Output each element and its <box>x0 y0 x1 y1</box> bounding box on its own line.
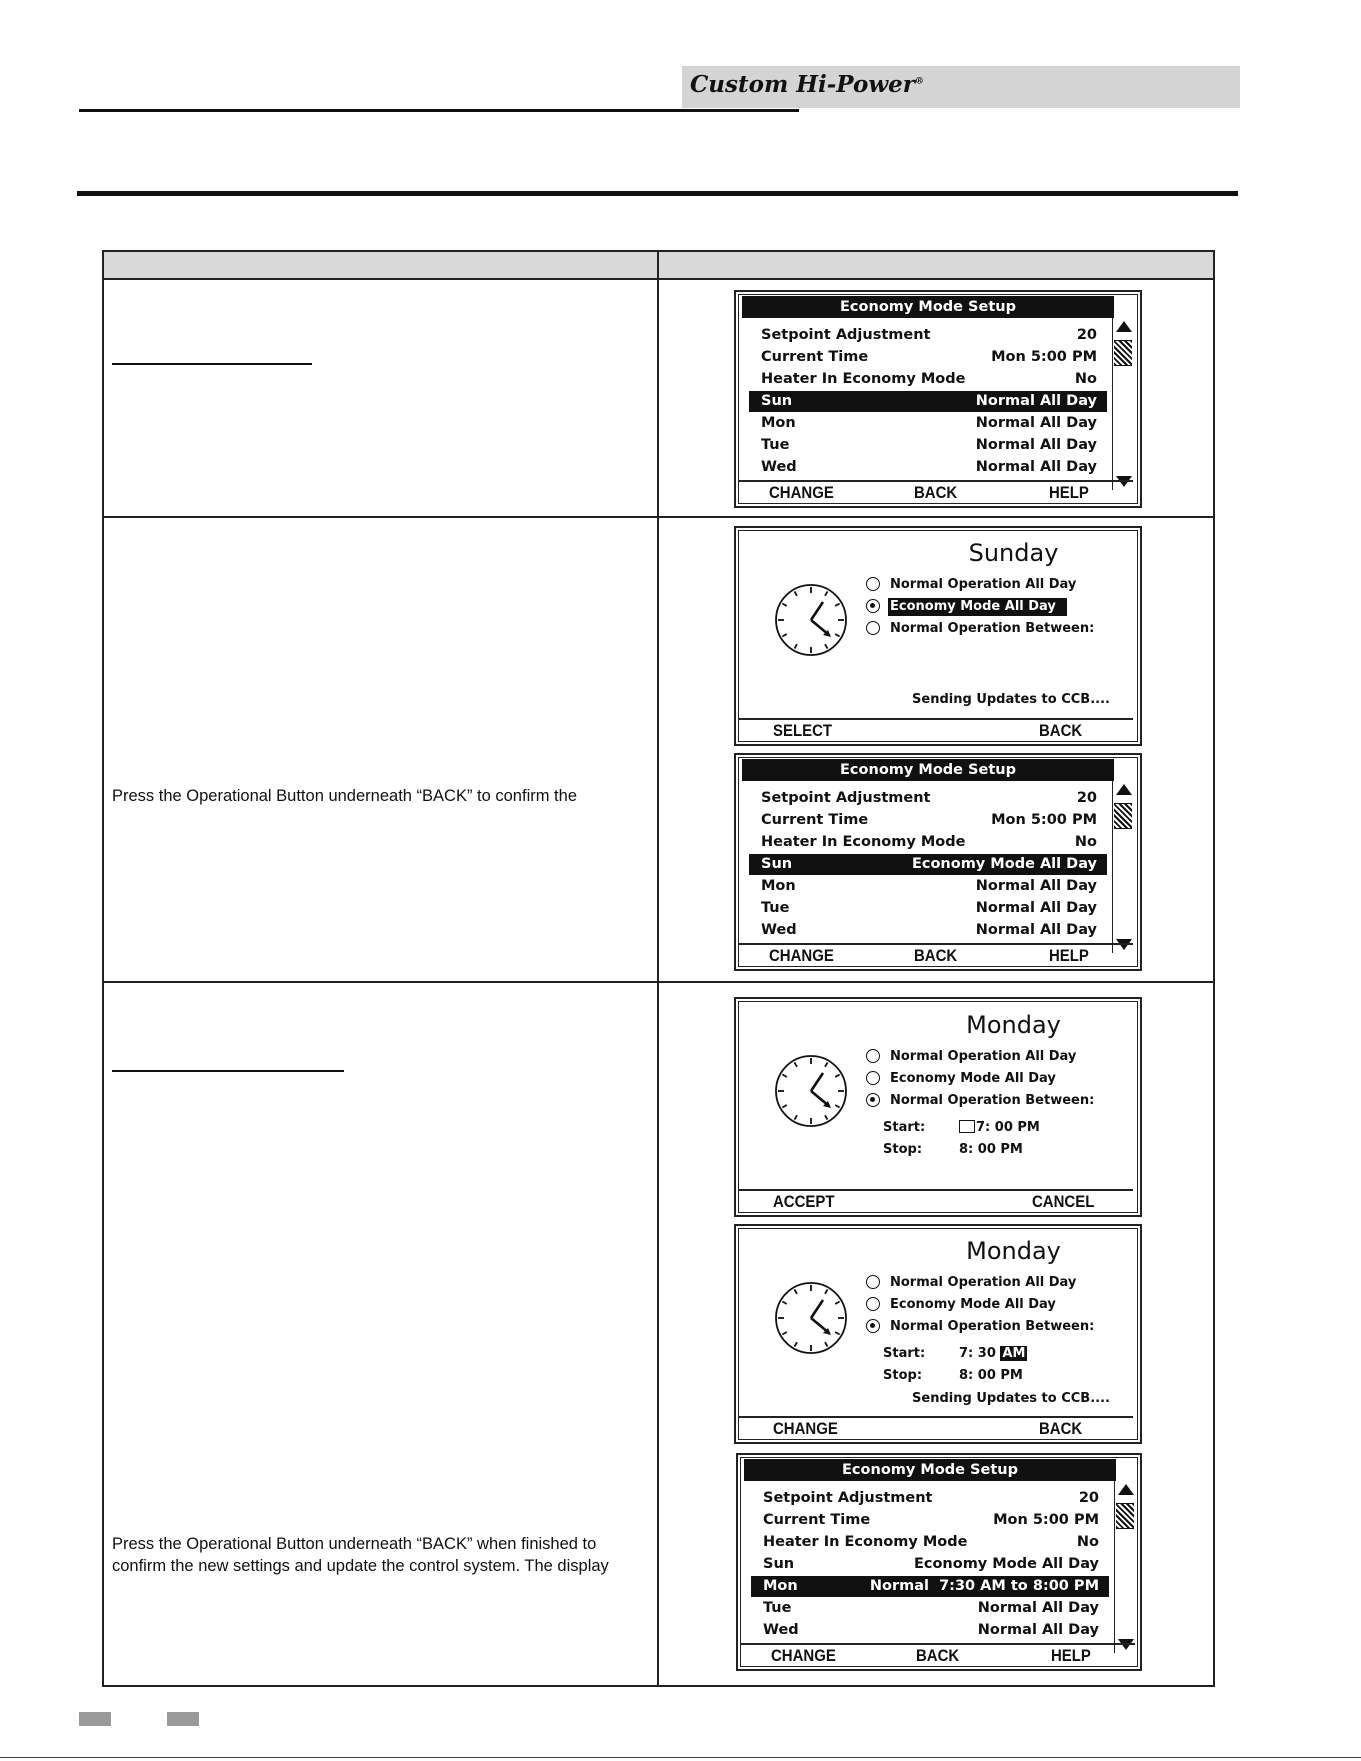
menu-row[interactable]: Current Time Mon 5:00 PM <box>763 1512 1099 1528</box>
menu-row[interactable]: Tue Normal All Day <box>761 900 1097 916</box>
page-marker <box>167 1712 199 1726</box>
cancel-softkey[interactable]: CANCEL <box>1032 1192 1095 1211</box>
monday-schedule-edit-screen: Monday Normal Operation All Day Economy Mode All Day Normal Operation Between: Start: 7: 00 PM Stop: 8: 00 PM ACCEPT CANCEL <box>734 997 1142 1217</box>
clock-icon <box>773 1053 849 1129</box>
menu-row[interactable]: Setpoint Adjustment 20 <box>763 1490 1099 1506</box>
instruction-text: confirm the new settings and update the control system. The display <box>112 1557 609 1575</box>
header-rule <box>79 109 799 112</box>
help-softkey[interactable]: HELP <box>1049 483 1089 502</box>
status-message: Sending Updates to CCB.... <box>912 1391 1110 1406</box>
scroll-thumb[interactable] <box>1114 340 1132 366</box>
menu-row[interactable]: Heater In Economy Mode No <box>761 834 1097 850</box>
help-softkey[interactable]: HELP <box>1049 946 1089 965</box>
ampm-selected: AM <box>1002 1346 1026 1361</box>
row-divider <box>102 516 1215 518</box>
softkey-bar <box>741 1643 1135 1667</box>
softkey-bar <box>739 943 1133 967</box>
radio-selected-icon <box>866 599 880 613</box>
screen-title: Economy Mode Setup <box>742 759 1114 781</box>
softkey-bar <box>739 480 1133 504</box>
scroll-thumb[interactable] <box>1114 803 1132 829</box>
menu-row[interactable]: Setpoint Adjustment 20 <box>761 790 1097 806</box>
instruction-text: Press the Operational Button underneath “BACK” when finished to <box>112 1535 597 1553</box>
softkey-bar <box>739 1416 1133 1440</box>
menu-row[interactable]: Wed Normal All Day <box>763 1622 1099 1638</box>
column-divider <box>657 250 659 1687</box>
scrollbar[interactable] <box>1112 781 1133 953</box>
menu-row[interactable]: Sun Economy Mode All Day <box>763 1556 1099 1572</box>
menu-row-selected[interactable]: Sun Normal All Day <box>749 391 1107 412</box>
scrollbar[interactable] <box>1112 318 1133 490</box>
instruction-text: Press the Operational Button underneath “BACK” to confirm the <box>112 787 577 805</box>
radio-button-icon <box>866 577 880 591</box>
day-title: Monday <box>966 1011 1061 1039</box>
menu-row[interactable]: Wed Normal All Day <box>761 922 1097 938</box>
scroll-up-icon[interactable] <box>1116 784 1132 795</box>
day-title: Sunday <box>968 539 1059 567</box>
radio-button-icon <box>866 621 880 635</box>
accept-softkey[interactable]: ACCEPT <box>773 1192 835 1211</box>
row-divider <box>102 981 1215 983</box>
footer-rule <box>0 1757 1361 1758</box>
menu-row[interactable]: Heater In Economy Mode No <box>761 371 1097 387</box>
scroll-thumb[interactable] <box>1116 1503 1134 1529</box>
radio-button-icon <box>866 1297 880 1311</box>
change-softkey[interactable]: CHANGE <box>773 1419 838 1438</box>
radio-selected-icon <box>866 1319 880 1333</box>
back-softkey[interactable]: BACK <box>914 483 958 502</box>
sunday-schedule-screen: Sunday Normal Operation All Day Economy Mode All Day Normal Operation Between: Sending Updates to CCB.... SELECT BACK <box>734 526 1142 746</box>
back-softkey[interactable]: BACK <box>1039 721 1083 740</box>
status-message: Sending Updates to CCB.... <box>912 692 1110 707</box>
economy-mode-setup-screen <box>736 1453 1142 1671</box>
softkey-bar <box>739 718 1133 742</box>
softkey-bar <box>739 1189 1133 1213</box>
menu-row[interactable]: Tue Normal All Day <box>761 437 1097 453</box>
clock-icon <box>773 1280 849 1356</box>
economy-mode-setup-screen <box>734 753 1142 971</box>
underlined-heading <box>112 363 312 365</box>
section-rule <box>77 191 1238 196</box>
help-softkey[interactable]: HELP <box>1051 1646 1091 1665</box>
select-softkey[interactable]: SELECT <box>773 721 833 740</box>
menu-row[interactable]: Current Time Mon 5:00 PM <box>761 812 1097 828</box>
radio-button-icon <box>866 1275 880 1289</box>
change-softkey[interactable]: CHANGE <box>771 1646 836 1665</box>
page-marker <box>79 1712 111 1726</box>
monday-schedule-screen: Monday Normal Operation All Day Economy Mode All Day Normal Operation Between: Start: 7: 30 AM Stop: 8: 00 PM Sending Updates to CCB.... CHANGE BACK <box>734 1224 1142 1444</box>
menu-row[interactable]: Mon Normal All Day <box>761 415 1097 431</box>
edit-cursor <box>959 1120 975 1133</box>
menu-row[interactable]: Wed Normal All Day <box>761 459 1097 475</box>
scroll-up-icon[interactable] <box>1116 321 1132 332</box>
radio-button-icon <box>866 1049 880 1063</box>
back-softkey[interactable]: BACK <box>916 1646 960 1665</box>
day-title: Monday <box>966 1237 1061 1265</box>
screen-title: Economy Mode Setup <box>744 1459 1116 1481</box>
scroll-up-icon[interactable] <box>1118 1484 1134 1495</box>
underlined-heading <box>112 1070 344 1072</box>
registered-mark: ® <box>914 76 924 87</box>
menu-row[interactable]: Mon Normal All Day <box>761 878 1097 894</box>
back-softkey[interactable]: BACK <box>914 946 958 965</box>
radio-selected-icon <box>866 1093 880 1107</box>
menu-row[interactable]: Current Time Mon 5:00 PM <box>761 349 1097 365</box>
brand-title: Custom Hi-Power® <box>690 71 924 98</box>
back-softkey[interactable]: BACK <box>1039 1419 1083 1438</box>
menu-row-selected[interactable]: Mon Normal 7:30 AM to 8:00 PM <box>751 1576 1109 1597</box>
radio-button-icon <box>866 1071 880 1085</box>
change-softkey[interactable]: CHANGE <box>769 483 834 502</box>
scrollbar[interactable] <box>1114 1481 1135 1653</box>
menu-row[interactable]: Heater In Economy Mode No <box>763 1534 1099 1550</box>
change-softkey[interactable]: CHANGE <box>769 946 834 965</box>
screen-title: Economy Mode Setup <box>742 296 1114 318</box>
menu-row[interactable]: Tue Normal All Day <box>763 1600 1099 1616</box>
menu-row-selected[interactable]: Sun Economy Mode All Day <box>749 854 1107 875</box>
economy-mode-setup-screen <box>734 290 1142 508</box>
clock-icon <box>773 582 849 658</box>
menu-row[interactable]: Setpoint Adjustment 20 <box>761 327 1097 343</box>
